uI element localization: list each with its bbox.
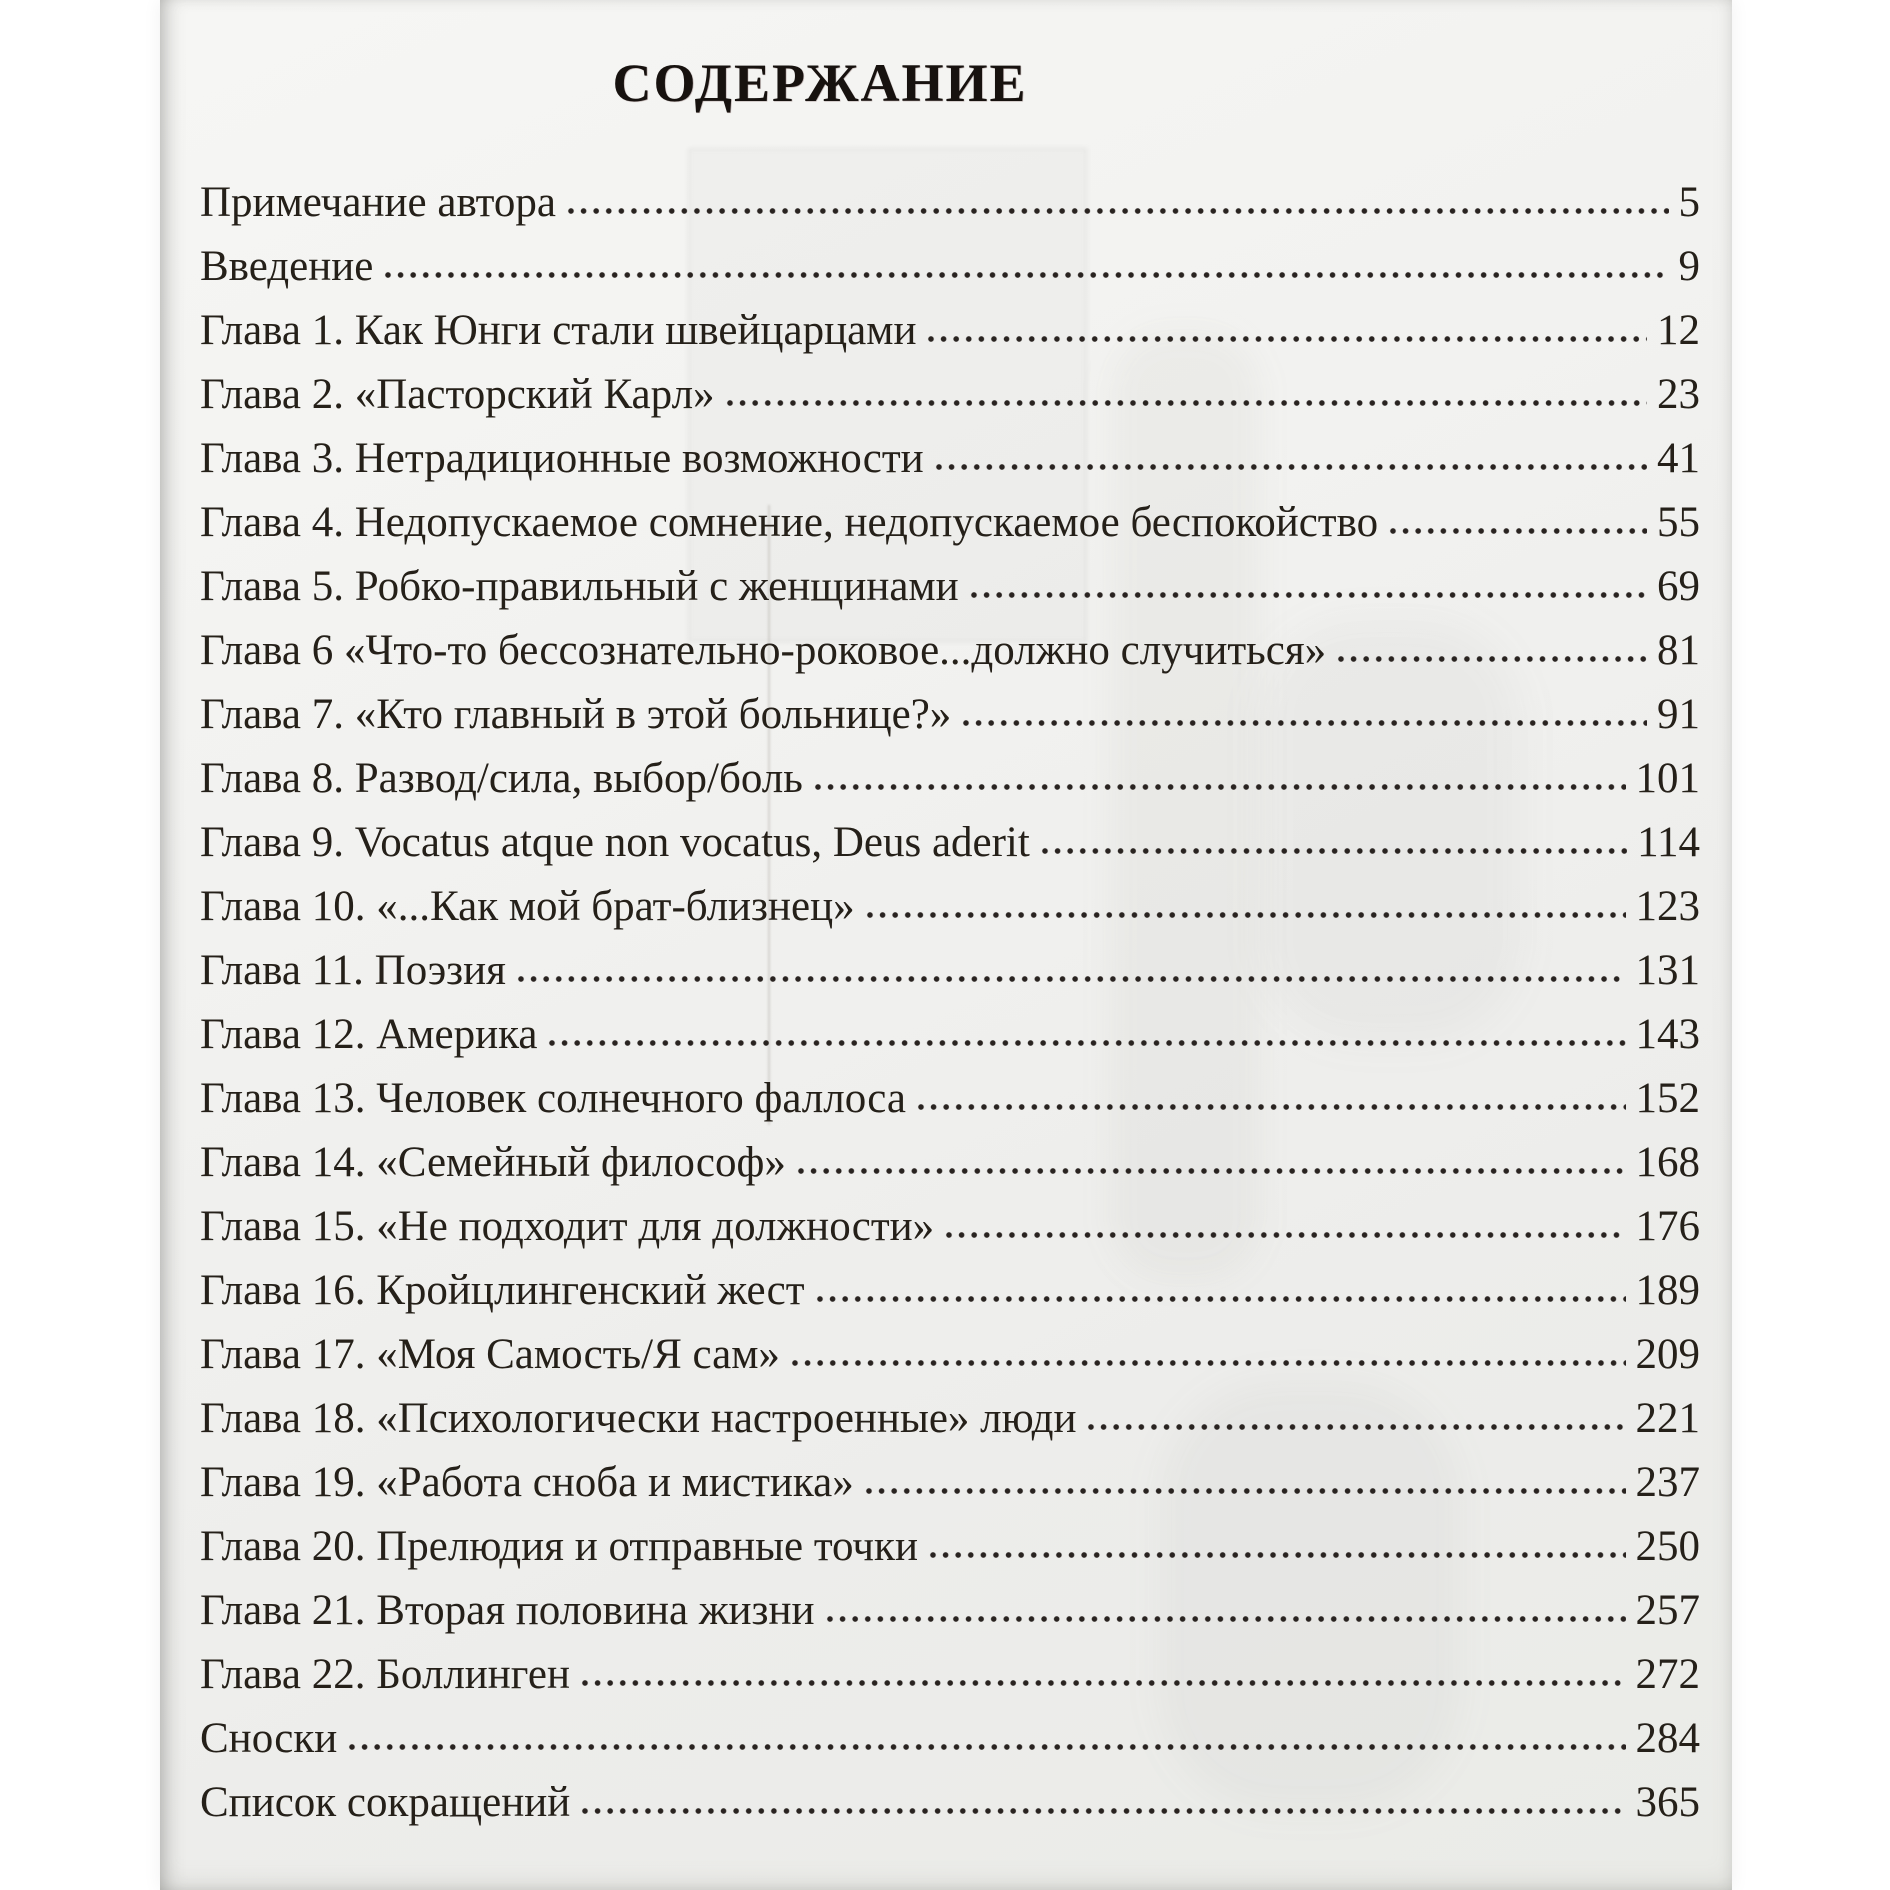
toc-entry-page: 272 [1635,1651,1700,1698]
toc-entry-page: 55 [1657,499,1700,546]
toc-entry-label: Примечание автора [200,179,556,226]
dot-leader [547,1038,1625,1048]
toc-entry [200,1778,1700,1842]
toc-entry [200,1074,1700,1138]
toc-entry-label: Глава 16. Кройцлингенский жест [200,1267,805,1314]
toc-entry-page: 176 [1635,1203,1700,1250]
toc-entry [200,754,1700,818]
toc-entry-label: Глава 18. «Психологически настроенные» люди [200,1395,1077,1442]
toc-entry-label: Глава 20. Прелюдия и отправные точки [200,1523,918,1570]
toc-entry-page: 250 [1635,1523,1700,1570]
toc-entry-page: 81 [1657,627,1700,674]
toc-entry [200,1138,1700,1202]
dot-leader [1388,526,1647,536]
toc-entry-page: 123 [1635,883,1700,930]
toc-entry-label: Список сокращений [200,1779,571,1826]
toc-entry-label: Глава 4. Недопускаемое сомнение, недопускаемое беспокойство [200,499,1379,546]
toc-entry [200,882,1700,946]
toc-entry-page: 189 [1635,1267,1700,1314]
toc-entry-label: Глава 12. Америка [200,1011,538,1058]
dot-leader [926,334,1647,344]
book-page-photo [160,0,1732,1890]
dot-leader [725,398,1647,408]
toc-entry-label: Глава 5. Робко-правильный с женщинами [200,563,959,610]
table-of-contents [200,0,1700,1890]
dot-leader [865,910,1626,920]
toc-entry-page: 143 [1635,1011,1700,1058]
toc-entry-label: Глава 22. Боллинген [200,1651,570,1698]
toc-entry [200,626,1700,690]
dot-leader [928,1550,1626,1560]
dot-leader [383,270,1668,280]
toc-entry-page: 114 [1637,819,1700,866]
toc-entry [200,306,1700,370]
toc-entry [200,1522,1700,1586]
page-title: СОДЕРЖАНИЕ [612,53,1028,113]
dot-leader [916,1102,1626,1112]
toc-entry [200,690,1700,754]
dot-leader [944,1230,1625,1240]
toc-entry-label: Глава 2. «Пасторский Карл» [200,371,715,418]
dot-leader [580,1678,1626,1688]
dot-leader [790,1358,1626,1368]
toc-entry [200,946,1700,1010]
dot-leader [825,1614,1626,1624]
toc-entry [200,1266,1700,1330]
toc-entry-page: 101 [1635,755,1700,802]
dot-leader [796,1166,1626,1176]
dot-leader [815,1294,1626,1304]
toc-entry-page: 209 [1635,1331,1700,1378]
toc-entry [200,1394,1700,1458]
toc-entry-label: Глава 15. «Не подходит для должности» [200,1203,935,1250]
dot-leader [1086,1422,1625,1432]
dot-leader [813,782,1626,792]
toc-entry-label: Глава 7. «Кто главный в этой больнице?» [200,691,952,738]
toc-entry [200,1650,1700,1714]
toc-entry [200,562,1700,626]
toc-entry [200,242,1700,306]
toc-entry [200,818,1700,882]
toc-entry-page: 12 [1657,307,1700,354]
dot-leader [961,718,1647,728]
toc-entry-label: Глава 6 «Что-то бессознательно-роковое...должно случиться» [200,627,1327,674]
toc-entry-page: 69 [1657,563,1700,610]
toc-entry [200,178,1700,242]
toc-entry-page: 152 [1635,1075,1700,1122]
toc-entry-label: Глава 10. «...Как мой брат-близнец» [200,883,855,930]
toc-list [200,178,1700,1842]
toc-entry-label: Глава 14. «Семейный философ» [200,1139,786,1186]
toc-entry-label: Глава 13. Человек солнечного фаллоса [200,1075,906,1122]
toc-entry-label: Глава 8. Развод/сила, выбор/боль [200,755,803,802]
toc-entry [200,434,1700,498]
toc-entry [200,1330,1700,1394]
toc-entry-label: Глава 17. «Моя Самость/Я сам» [200,1331,780,1378]
toc-entry-label: Глава 21. Вторая половина жизни [200,1587,815,1634]
toc-entry-label: Глава 11. Поэзия [200,947,506,994]
toc-entry-page: 23 [1657,371,1700,418]
toc-entry-label: Глава 3. Нетрадиционные возможности [200,435,924,482]
dot-leader [516,974,1626,984]
toc-entry-label: Глава 9. Vocatus atque non vocatus, Deus aderit [200,819,1030,866]
toc-entry [200,1586,1700,1650]
toc-entry-label: Глава 19. «Работа сноба и мистика» [200,1459,854,1506]
toc-entry-page: 237 [1635,1459,1700,1506]
toc-entry-page: 284 [1635,1715,1700,1762]
toc-entry [200,1458,1700,1522]
toc-entry [200,1202,1700,1266]
dot-leader [864,1486,1626,1496]
toc-entry-label: Сноски [200,1715,338,1762]
toc-entry [200,498,1700,562]
dot-leader [1040,846,1627,856]
toc-entry-page: 131 [1635,947,1700,994]
toc-entry-page: 9 [1678,243,1700,290]
toc-entry [200,1010,1700,1074]
toc-entry [200,1714,1700,1778]
dot-leader [969,590,1647,600]
toc-entry-label: Глава 1. Как Юнги стали швейцарцами [200,307,917,354]
dot-leader [347,1742,1625,1752]
toc-entry-page: 5 [1678,179,1700,226]
dot-leader [1336,654,1647,664]
dot-leader [566,206,1669,216]
dot-leader [934,462,1647,472]
toc-entry [200,370,1700,434]
toc-entry-page: 257 [1635,1587,1700,1634]
toc-entry-page: 91 [1657,691,1700,738]
toc-entry-page: 41 [1657,435,1700,482]
toc-entry-page: 221 [1635,1395,1700,1442]
toc-entry-page: 365 [1635,1779,1700,1826]
toc-entry-page: 168 [1635,1139,1700,1186]
toc-entry-label: Введение [200,243,374,290]
dot-leader [580,1806,1625,1816]
